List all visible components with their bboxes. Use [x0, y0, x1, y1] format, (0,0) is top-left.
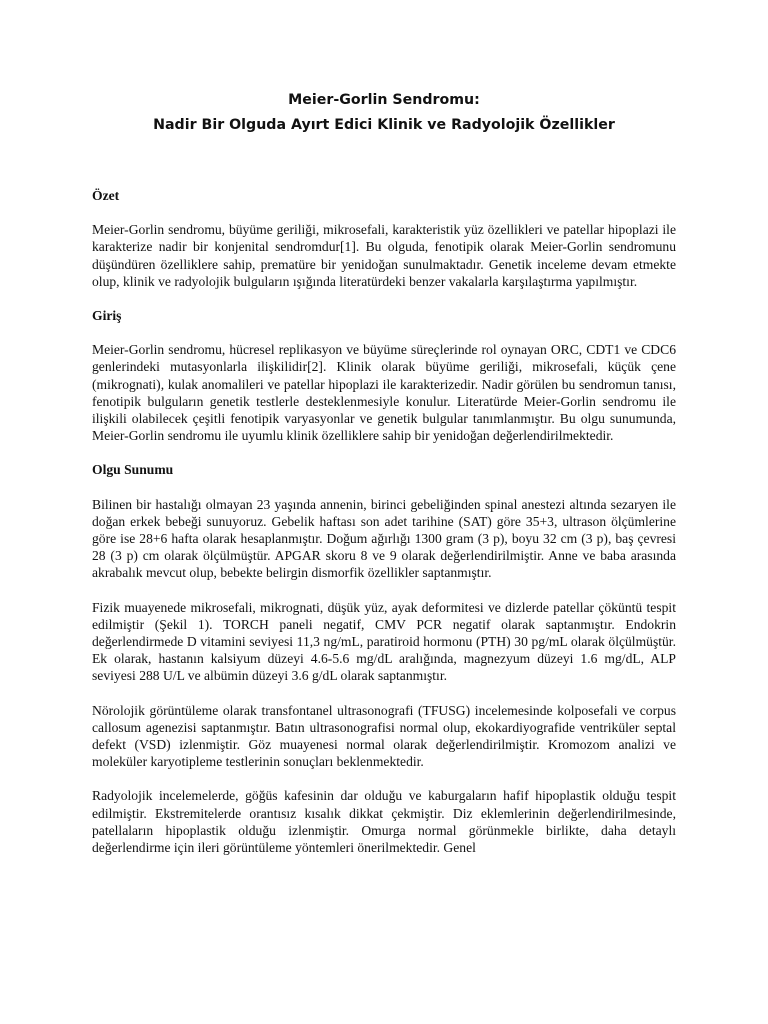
title-line-2: Nadir Bir Olguda Ayırt Edici Klinik ve Radyolojik Özellikler — [153, 117, 615, 133]
introduction-heading: Giriş — [92, 308, 122, 324]
case-paragraph-4: Radyolojik incelemelerde, göğüs kafesinin dar olduğu ve kaburgaların hafif hipoplastik olduğu tespit edilmiştir. Ekstremitelerde orantısız kısalık dikkat çekmiştir. Diz eklemlerinin değerlendirilmesinde, patellaların hipoplastik olduğu izlenmiştir. Omurga normal görünmekle birlikte, daha detaylı değerlendirme için ileri görüntüleme yöntemleri önerilmektedir. Genel — [92, 788, 676, 856]
document-body — [92, 187, 676, 856]
introduction-paragraph: Meier-Gorlin sendromu, hücresel replikasyon ve büyüme süreçlerinde rol oynayan ORC, CDT1 ve CDC6 genlerindeki mutasyonlarla ilişkilidir[2]. Klinik olarak büyüme geriliği, mikrosefali, küçük çene (mikrognati), kulak anomalileri ve patellar hipoplazi ile karakterizedir. Nadir görülen bu sendromun tanısı, fenotipik bulguların genetik testlerle desteklenmesiyle konulur. Literatürde Meier-Gorlin sendromu ile ilişkili olabilecek çeşitli fenotipik varyasyonlar ve genetik bulgular tanımlanmıştır. Bu olgu sunumunda, Meier-Gorlin sendromu ile uyumlu klinik özelliklere sahip bir yenidoğan değerlendirilmektedir. — [92, 342, 676, 444]
case-paragraph-3: Nörolojik görüntüleme olarak transfontanel ultrasonografi (TFUSG) incelemesinde kolposefali ve corpus callosum agenezisi saptanmıştır. Batın ultrasonografisi normal olup, ekokardiyografide ventriküler septal defekt (VSD) izlenmiştir. Göz muayenesi normal olarak değerlendirilmiştir. Kromozom analizi ve moleküler karyotipleme testlerinin sonuçları beklenmektedir. — [92, 702, 676, 770]
abstract-heading: Özet — [92, 188, 120, 203]
document-title — [92, 88, 676, 138]
case-heading: Olgu Sunumu — [92, 462, 174, 478]
title-line-1: Meier-Gorlin Sendromu: — [288, 92, 480, 108]
case-paragraph-1: Bilinen bir hastalığı olmayan 23 yaşında annenin, birinci gebeliğinden spinal anestezi altında sezaryen ile doğan erkek bebeği sunuyoruz. Gebelik haftası son adet tarihine (SAT) göre 35+3, ultrason ölçümlerine göre ise 28+6 hafta olarak hesaplanmıştır. Doğum ağırlığı 1300 gram (3 p), boyu 32 cm (3 p), baş çevresi 28 (3 p) cm olarak ölçülmüştür. APGAR skoru 8 ve 9 olarak değerlendirilmiştir. Anne ve baba arasında akrabalık mevcut olup, bebekte belirgin dismorfik özellikler saptanmıştır. — [92, 496, 676, 581]
case-paragraph-2: Fizik muayenede mikrosefali, mikrognati, düşük yüz, ayak deformitesi ve dizlerde patellar çöküntü tespit edilmiştir (Şekil 1). TORCH paneli negatif, CMV PCR negatif olarak saptanmıştır. Endokrin değerlendirmede D vitamini seviyesi 11,3 ng/mL, paratiroid hormonu (PTH) 30 pg/mL olarak ölçülmüştür. Ek olarak, hastanın kalsiyum düzeyi 4.6-5.6 mg/dL aralığında, magnezyum düzeyi 1.6 mg/dL, ALP seviyesi 288 U/L ve albümin düzeyi 3.6 g/dL olarak saptanmıştır. — [92, 599, 676, 684]
abstract-paragraph: Meier-Gorlin sendromu, büyüme geriliği, mikrosefali, karakteristik yüz özellikleri ve patellar hipoplazi ile karakterize nadir bir konjenital sendromdur[1]. Bu olguda, fenotipik olarak Meier-Gorlin sendromunu düşündüren özelliklere sahip, prematüre bir yenidoğan sunulmaktadır. Genetik inceleme devam etmekte olup, klinik ve radyolojik bulguların ışığında literatürdeki benzer vakalarla karşılaştırma yapılmıştır. — [92, 222, 676, 289]
